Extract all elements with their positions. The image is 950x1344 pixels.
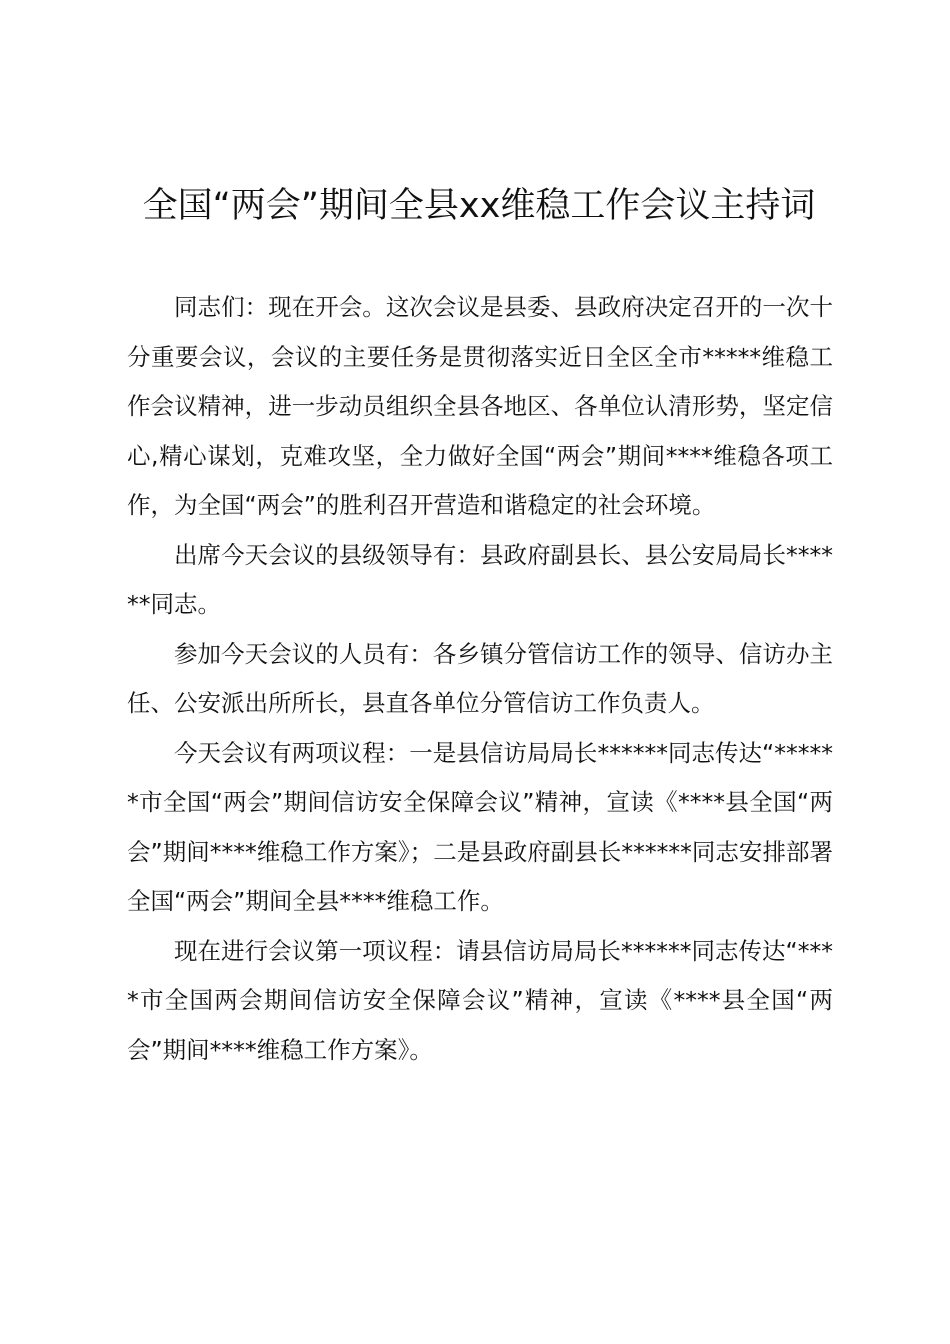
- paragraph-participants: 参加今天会议的人员有：各乡镇分管信访工作的领导、信访办主任、公安派出所所长，县直各单位分管信访工作负责人。: [127, 639, 833, 717]
- paragraph-first-item: 现在进行会议第一项议程：请县信访局局长******同志传达“****市全国两会期间信访安全保障会议”精神，宣读《****县全国“两会”期间****维稳工作方案》。: [127, 936, 833, 1064]
- paragraph-opening: 同志们：现在开会。这次会议是县委、县政府决定召开的一次十分重要会议，会议的主要任务是贯彻落实近日全区全市*****维稳工作会议精神，进一步动员组织全县各地区、各单位认清形势，坚定信心,精心谋划，克难攻坚，全力做好全国“两会”期间****维稳各项工作，为全国“两会”的胜利召开营造和谐稳定的社会环境。: [127, 293, 833, 519]
- paragraph-attending-leaders: 出席今天会议的县级领导有：县政府副县长、县公安局局长******同志。: [127, 540, 833, 618]
- document-title: 全国“两会”期间全县xx维稳工作会议主持词: [142, 186, 816, 226]
- document-body: [127, 283, 833, 1075]
- paragraph-agenda: 今天会议有两项议程：一是县信访局局长******同志传达“******市全国“两会”期间信访安全保障会议”精神，宣读《****县全国“两会”期间****维稳工作方案》；二是县政府副县长******同志安排部署全国“两会”期间全县****维稳工作。: [127, 738, 833, 915]
